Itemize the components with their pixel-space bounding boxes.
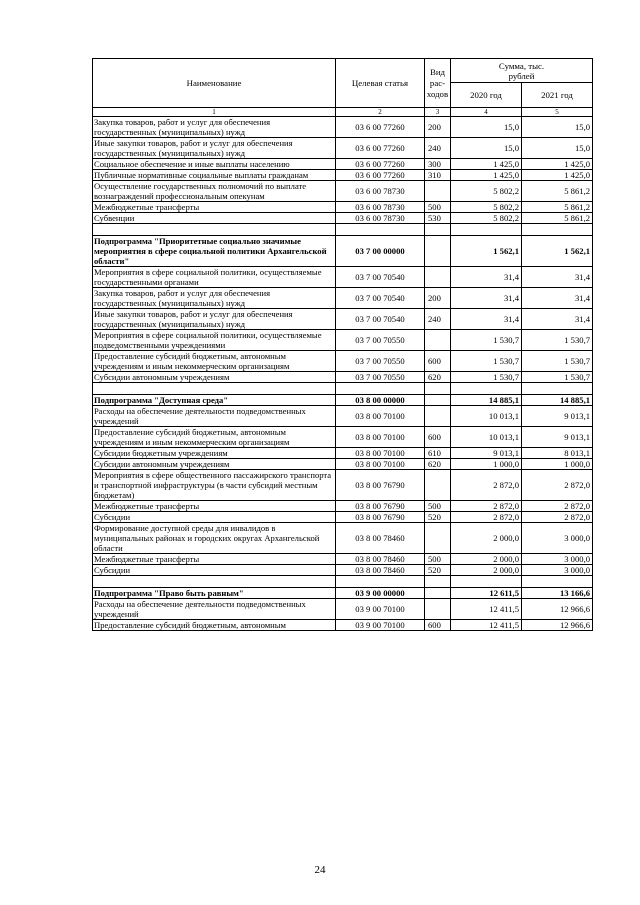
row-target-code: 03 8 00 70100 — [336, 448, 425, 459]
column-index-4: 4 — [451, 108, 522, 117]
table-row — [93, 372, 593, 383]
row-target-code: 03 8 00 78460 — [336, 565, 425, 576]
row-amount-2020: 2 000,0 — [451, 565, 522, 576]
row-amount-2020: 5 802,2 — [451, 181, 522, 202]
table-row — [93, 427, 593, 448]
header-target: Целевая статья — [336, 59, 425, 108]
row-expense-kind: 520 — [425, 512, 451, 523]
row-expense-kind: 520 — [425, 565, 451, 576]
row-amount-2021: 1 425,0 — [522, 170, 593, 181]
row-amount-2020: 2 000,0 — [451, 554, 522, 565]
row-name: Формирование доступной среды для инвалидов в муниципальных районах и городских округах Архангельской области — [93, 523, 336, 554]
table-row — [93, 202, 593, 213]
row-amount-2020 — [451, 383, 522, 395]
column-index-1: 1 — [93, 108, 336, 117]
row-amount-2021: 5 861,2 — [522, 181, 593, 202]
row-expense-kind: 600 — [425, 351, 451, 372]
row-amount-2020: 5 802,2 — [451, 202, 522, 213]
row-amount-2021: 3 000,0 — [522, 565, 593, 576]
row-name: Предоставление субсидий бюджетным, автономным — [93, 620, 336, 631]
table-row — [93, 213, 593, 224]
header-kind: Вид рас-ходов — [425, 59, 451, 108]
row-target-code: 03 7 00 70550 — [336, 330, 425, 351]
row-target-code: 03 7 00 70540 — [336, 267, 425, 288]
budget-table-page — [92, 58, 592, 631]
row-amount-2020: 15,0 — [451, 117, 522, 138]
row-amount-2021: 9 013,1 — [522, 406, 593, 427]
column-index-2: 2 — [336, 108, 425, 117]
row-amount-2021: 9 013,1 — [522, 427, 593, 448]
row-expense-kind — [425, 383, 451, 395]
page-number: 24 — [314, 864, 326, 876]
row-amount-2021: 5 861,2 — [522, 213, 593, 224]
row-amount-2021: 2 872,0 — [522, 470, 593, 501]
row-target-code: 03 6 00 77260 — [336, 138, 425, 159]
row-amount-2021: 1 000,0 — [522, 459, 593, 470]
header-name: Наименование — [93, 59, 336, 108]
row-expense-kind — [425, 406, 451, 427]
row-amount-2020: 2 872,0 — [451, 512, 522, 523]
row-amount-2020: 1 530,7 — [451, 330, 522, 351]
table-row — [93, 554, 593, 565]
table-row — [93, 117, 593, 138]
table-row — [93, 309, 593, 330]
row-target-code: 03 9 00 70100 — [336, 620, 425, 631]
table-row — [93, 501, 593, 512]
row-name: Мероприятия в сфере общественного пассажирского транспорта и транспортной инфраструктуры (в части субсидий местным бюджетам) — [93, 470, 336, 501]
row-amount-2020: 31,4 — [451, 288, 522, 309]
subprogram-row — [93, 395, 593, 406]
row-name: Осуществление государственных полномочий по выплате вознаграждений профессиональным опекунам — [93, 181, 336, 202]
table-row — [93, 330, 593, 351]
row-amount-2020: 12 411,5 — [451, 620, 522, 631]
row-amount-2020: 10 013,1 — [451, 406, 522, 427]
row-amount-2020: 31,4 — [451, 267, 522, 288]
row-expense-kind: 200 — [425, 117, 451, 138]
row-expense-kind: 530 — [425, 213, 451, 224]
row-amount-2021: 3 000,0 — [522, 523, 593, 554]
table-row — [93, 448, 593, 459]
row-name: Межбюджетные трансферты — [93, 202, 336, 213]
row-target-code: 03 9 00 70100 — [336, 599, 425, 620]
row-name — [93, 383, 336, 395]
row-amount-2020: 1 562,1 — [451, 236, 522, 267]
row-expense-kind — [425, 576, 451, 588]
table-row — [93, 599, 593, 620]
row-name: Закупка товаров, работ и услуг для обеспечения государственных (муниципальных) нужд — [93, 288, 336, 309]
table-row — [93, 523, 593, 554]
row-amount-2020: 1 530,7 — [451, 351, 522, 372]
row-name: Публичные нормативные социальные выплаты гражданам — [93, 170, 336, 181]
row-target-code: 03 8 00 76790 — [336, 512, 425, 523]
row-target-code: 03 8 00 78460 — [336, 554, 425, 565]
header-year-2020: 2020 год — [451, 83, 522, 108]
row-name: Социальное обеспечение и иные выплаты населению — [93, 159, 336, 170]
row-expense-kind — [425, 395, 451, 406]
row-expense-kind — [425, 181, 451, 202]
row-target-code: 03 6 00 78730 — [336, 202, 425, 213]
header-sum: Сумма, тыс. рублей — [451, 59, 593, 83]
table-row — [93, 406, 593, 427]
table-body — [93, 117, 593, 631]
row-name: Иные закупки товаров, работ и услуг для обеспечения государственных (муниципальных) нужд — [93, 309, 336, 330]
column-index-5: 5 — [522, 108, 593, 117]
row-amount-2021: 3 000,0 — [522, 554, 593, 565]
row-amount-2021: 2 872,0 — [522, 512, 593, 523]
table-row — [93, 288, 593, 309]
row-amount-2020: 5 802,2 — [451, 213, 522, 224]
row-name: Субсидии бюджетным учреждениям — [93, 448, 336, 459]
table-row — [93, 470, 593, 501]
row-expense-kind — [425, 224, 451, 236]
row-target-code: 03 8 00 70100 — [336, 427, 425, 448]
row-name: Субсидии — [93, 565, 336, 576]
table-row — [93, 565, 593, 576]
row-name: Закупка товаров, работ и услуг для обеспечения государственных (муниципальных) нужд — [93, 117, 336, 138]
table-row — [93, 620, 593, 631]
row-name — [93, 576, 336, 588]
row-expense-kind: 500 — [425, 202, 451, 213]
row-amount-2021: 1 425,0 — [522, 159, 593, 170]
table-row — [93, 138, 593, 159]
row-name: Мероприятия в сфере социальной политики, осуществляемые государственными органами — [93, 267, 336, 288]
row-amount-2021: 31,4 — [522, 288, 593, 309]
table-row — [93, 459, 593, 470]
row-name: Субсидии — [93, 512, 336, 523]
row-amount-2020: 14 885,1 — [451, 395, 522, 406]
row-target-code: 03 9 00 00000 — [336, 588, 425, 599]
row-expense-kind: 200 — [425, 288, 451, 309]
row-amount-2020: 1 425,0 — [451, 170, 522, 181]
table-row — [93, 351, 593, 372]
row-name: Субсидии автономным учреждениям — [93, 372, 336, 383]
blank-row — [93, 224, 593, 236]
subprogram-row — [93, 236, 593, 267]
row-target-code: 03 8 00 70100 — [336, 406, 425, 427]
row-amount-2021 — [522, 576, 593, 588]
row-amount-2020 — [451, 224, 522, 236]
row-target-code: 03 6 00 78730 — [336, 181, 425, 202]
row-amount-2021: 1 562,1 — [522, 236, 593, 267]
row-amount-2020: 1 530,7 — [451, 372, 522, 383]
row-target-code: 03 7 00 70540 — [336, 309, 425, 330]
table-row — [93, 267, 593, 288]
row-amount-2021: 5 861,2 — [522, 202, 593, 213]
row-amount-2020: 12 411,5 — [451, 599, 522, 620]
row-amount-2020: 9 013,1 — [451, 448, 522, 459]
row-expense-kind: 300 — [425, 159, 451, 170]
row-target-code: 03 8 00 00000 — [336, 395, 425, 406]
blank-row — [93, 576, 593, 588]
row-amount-2021: 14 885,1 — [522, 395, 593, 406]
row-name: Расходы на обеспечение деятельности подведомственных учреждений — [93, 599, 336, 620]
row-amount-2021: 8 013,1 — [522, 448, 593, 459]
row-expense-kind: 500 — [425, 554, 451, 565]
row-expense-kind: 600 — [425, 620, 451, 631]
row-name: Межбюджетные трансферты — [93, 554, 336, 565]
table-row — [93, 159, 593, 170]
row-amount-2021: 15,0 — [522, 117, 593, 138]
row-amount-2021: 12 966,6 — [522, 599, 593, 620]
row-amount-2021: 15,0 — [522, 138, 593, 159]
row-amount-2021: 31,4 — [522, 309, 593, 330]
row-expense-kind — [425, 267, 451, 288]
row-amount-2020: 31,4 — [451, 309, 522, 330]
row-name: Подпрограмма "Приоритетные социально значимые мероприятия в сфере социальной политики Архангельской области" — [93, 236, 336, 267]
row-name: Предоставление субсидий бюджетным, автономным учреждениям и иным некоммерческим организациям — [93, 351, 336, 372]
row-amount-2021 — [522, 383, 593, 395]
row-amount-2020: 1 000,0 — [451, 459, 522, 470]
row-expense-kind: 240 — [425, 309, 451, 330]
column-index-3: 3 — [425, 108, 451, 117]
row-amount-2020: 10 013,1 — [451, 427, 522, 448]
row-expense-kind: 620 — [425, 459, 451, 470]
row-amount-2021: 13 166,6 — [522, 588, 593, 599]
row-expense-kind — [425, 330, 451, 351]
row-amount-2021 — [522, 224, 593, 236]
row-expense-kind: 310 — [425, 170, 451, 181]
row-amount-2020: 2 872,0 — [451, 501, 522, 512]
row-target-code: 03 8 00 76790 — [336, 470, 425, 501]
row-target-code — [336, 224, 425, 236]
row-expense-kind: 240 — [425, 138, 451, 159]
row-amount-2020: 2 872,0 — [451, 470, 522, 501]
row-target-code: 03 7 00 70540 — [336, 288, 425, 309]
header-year-2021: 2021 год — [522, 83, 593, 108]
row-amount-2020: 12 611,5 — [451, 588, 522, 599]
row-name: Подпрограмма "Доступная среда" — [93, 395, 336, 406]
row-expense-kind — [425, 523, 451, 554]
row-amount-2021: 1 530,7 — [522, 351, 593, 372]
row-amount-2021: 2 872,0 — [522, 501, 593, 512]
row-amount-2021: 1 530,7 — [522, 330, 593, 351]
row-target-code: 03 6 00 77260 — [336, 117, 425, 138]
table-row — [93, 170, 593, 181]
row-name: Субвенции — [93, 213, 336, 224]
row-target-code: 03 7 00 00000 — [336, 236, 425, 267]
row-target-code: 03 7 00 70550 — [336, 351, 425, 372]
row-expense-kind — [425, 599, 451, 620]
row-target-code — [336, 576, 425, 588]
row-amount-2021: 12 966,6 — [522, 620, 593, 631]
row-name: Иные закупки товаров, работ и услуг для обеспечения государственных (муниципальных) нужд — [93, 138, 336, 159]
row-amount-2021: 31,4 — [522, 267, 593, 288]
row-expense-kind: 610 — [425, 448, 451, 459]
row-expense-kind — [425, 588, 451, 599]
row-name — [93, 224, 336, 236]
row-expense-kind — [425, 470, 451, 501]
row-name: Расходы на обеспечение деятельности подведомственных учреждений — [93, 406, 336, 427]
row-amount-2020: 15,0 — [451, 138, 522, 159]
table-row — [93, 512, 593, 523]
row-target-code: 03 8 00 78460 — [336, 523, 425, 554]
row-amount-2021: 1 530,7 — [522, 372, 593, 383]
row-target-code: 03 8 00 76790 — [336, 501, 425, 512]
table-row — [93, 181, 593, 202]
row-expense-kind: 500 — [425, 501, 451, 512]
row-name: Мероприятия в сфере социальной политики, осуществляемые подведомственными учреждениями — [93, 330, 336, 351]
row-expense-kind: 620 — [425, 372, 451, 383]
row-name: Субсидии автономным учреждениям — [93, 459, 336, 470]
row-name: Межбюджетные трансферты — [93, 501, 336, 512]
row-amount-2020: 1 425,0 — [451, 159, 522, 170]
row-name: Подпрограмма "Право быть равным" — [93, 588, 336, 599]
row-amount-2020: 2 000,0 — [451, 523, 522, 554]
row-expense-kind — [425, 236, 451, 267]
row-target-code: 03 6 00 77260 — [336, 159, 425, 170]
row-target-code: 03 6 00 77260 — [336, 170, 425, 181]
budget-table — [92, 58, 593, 631]
row-target-code: 03 6 00 78730 — [336, 213, 425, 224]
blank-row — [93, 383, 593, 395]
row-target-code — [336, 383, 425, 395]
subprogram-row — [93, 588, 593, 599]
row-target-code: 03 7 00 70550 — [336, 372, 425, 383]
row-name: Предоставление субсидий бюджетным, автономным учреждениям и иным некоммерческим организациям — [93, 427, 336, 448]
row-expense-kind: 600 — [425, 427, 451, 448]
row-amount-2020 — [451, 576, 522, 588]
row-target-code: 03 8 00 70100 — [336, 459, 425, 470]
